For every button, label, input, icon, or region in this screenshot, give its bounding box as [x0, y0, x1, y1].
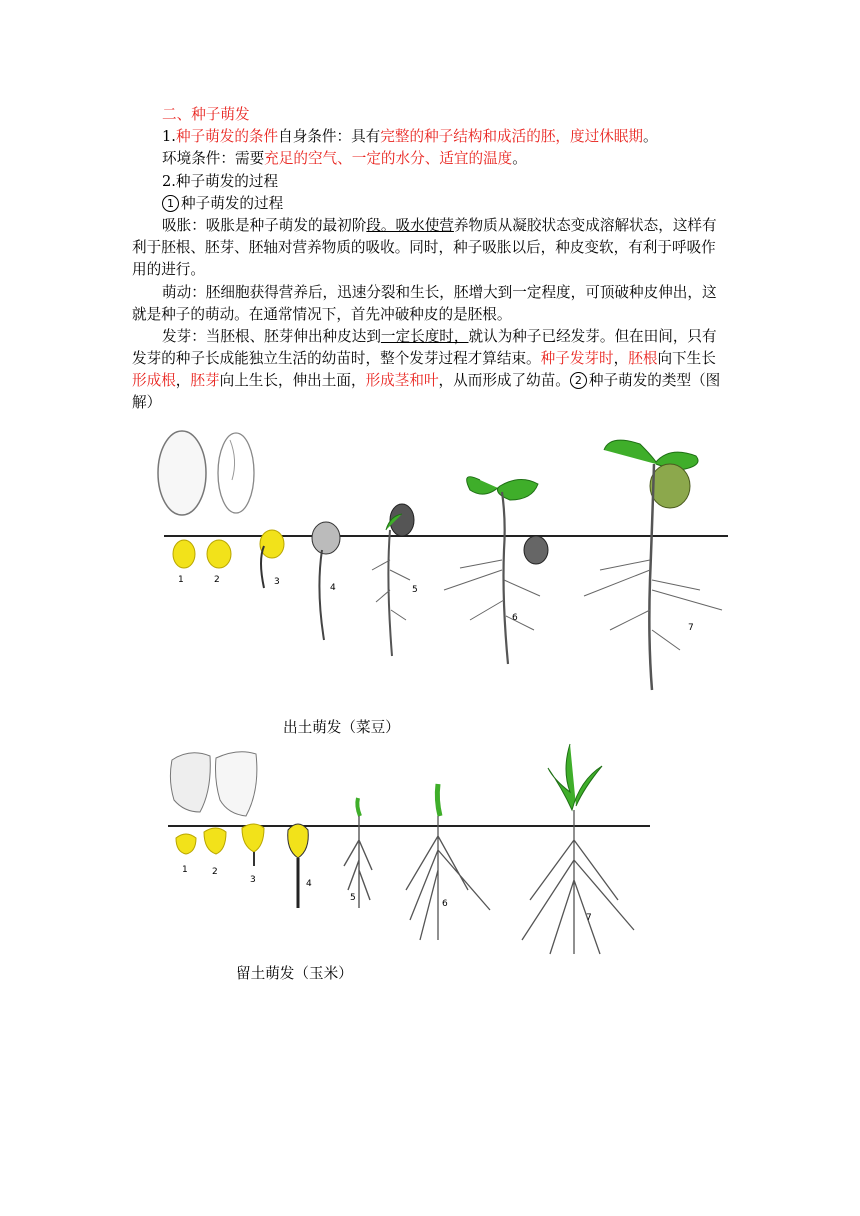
paragraph-germination-line1: 发芽：当胚根、胚芽伸出种皮达到一定长度时，就认为种子已经发芽。但在田间，只有 — [162, 327, 717, 345]
paragraph-germination-line2: 发芽的种子长成能独立生活的幼苗时，整个发芽过程才算结束。种子发芽时，胚根向下生长 — [132, 350, 716, 368]
stage-label: 5 — [350, 893, 356, 903]
stage-label: 3 — [274, 577, 280, 587]
section-heading: 二、种子萌发 — [162, 106, 250, 123]
stage-label: 6 — [512, 613, 518, 623]
corn-stage-3-kernel — [242, 824, 264, 852]
paragraph-imbibition-line3: 用的进行。 — [132, 261, 205, 279]
corn-stage-4-kernel — [288, 824, 309, 858]
bean-stage-1-seed — [173, 540, 195, 568]
stage-label: 6 — [442, 899, 448, 909]
stage-label: 3 — [250, 875, 256, 885]
paragraph-process-title: 2.种子萌发的过程 — [162, 172, 279, 190]
stage-label: 7 — [688, 623, 694, 633]
corn-stage-2-kernel — [204, 828, 226, 854]
paragraph-sprouting-line2: 就是种子的萌动。在通常情况下，首先冲破种皮的是胚根。 — [132, 305, 512, 323]
corn-kernel-outline — [170, 753, 210, 812]
corn-kernel-section — [216, 752, 257, 816]
bean-seed-outline — [158, 431, 206, 515]
bean-germination-illustration — [140, 420, 740, 700]
bean-stage-2-seed — [207, 540, 231, 568]
stage-label: 7 — [586, 913, 592, 923]
circled-number: 1 — [162, 195, 179, 212]
paragraph-germination-line3: 形成根，胚芽向上生长，伸出土面，形成茎和叶，从而形成了幼苗。 2 种子萌发的类型（图 — [132, 372, 721, 390]
paragraph-imbibition-line2: 利于胚根、胚芽、胚轴对营养物质的吸收。同时，种子吸胀以后，种皮变软，有利于呼吸作 — [132, 239, 716, 257]
circled-number: 2 — [570, 372, 587, 389]
stage-label: 4 — [306, 879, 312, 889]
corn-stage-1-kernel — [176, 834, 196, 854]
paragraph-sprouting-line1: 萌动：胚细胞获得营养后，迅速分裂和生长，胚增大到一定程度，可顶破种皮伸出，这 — [162, 283, 717, 301]
figure-caption-bean: 出土萌发（菜豆） — [283, 719, 400, 736]
paragraph-imbibition-line1: 吸胀：吸胀是种子萌发的最初阶段。吸水使营养物质从凝胶状态变成溶解状态，这样有 — [162, 216, 717, 234]
paragraph-germination-line4: 解） — [132, 394, 162, 412]
paragraph-conditions: 1.种子萌发的条件自身条件：具有完整的种子结构和成活的胚，度过休眠期。 — [162, 128, 658, 146]
stage-label: 1 — [178, 575, 184, 585]
paragraph-process-subtitle: 1 种子萌发的过程 — [162, 193, 734, 215]
corn-germination-illustration — [150, 740, 660, 960]
paragraph-environment: 环境条件：需要充足的空气、一定的水分、适宜的温度。 — [162, 150, 527, 168]
bean-stage-3-seed — [260, 530, 284, 558]
text-block — [132, 104, 734, 415]
bean-seed-halved — [218, 433, 254, 513]
stage-label: 2 — [214, 575, 220, 585]
bean-stage-4-seed — [312, 522, 340, 554]
corn-stage-7-leaves — [548, 744, 602, 810]
stage-label: 1 — [182, 865, 188, 875]
stage-label: 2 — [212, 867, 218, 877]
stage-label: 5 — [412, 585, 418, 595]
stage-label: 4 — [330, 583, 336, 593]
bean-stage-7-leaves — [604, 440, 698, 470]
figure-caption-corn: 留土萌发（玉米） — [236, 965, 353, 982]
